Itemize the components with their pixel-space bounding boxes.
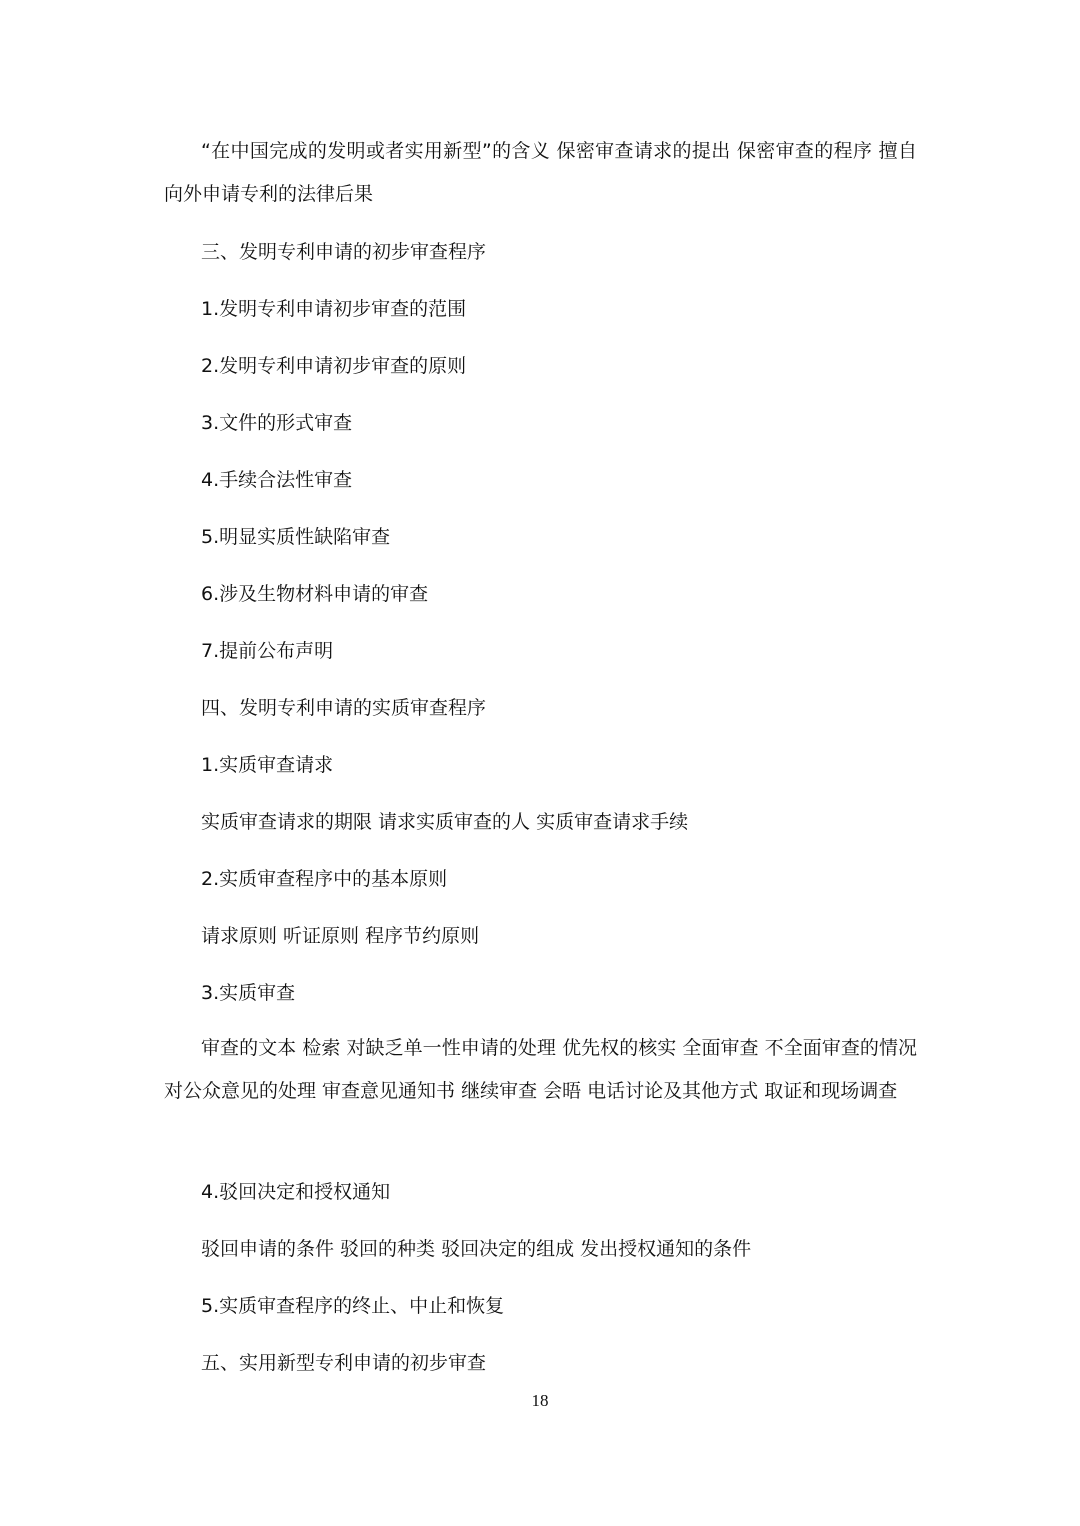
page-number: 18 bbox=[531, 1391, 549, 1410]
list-item-4-4: 4.驳回决定和授权通知 bbox=[201, 1181, 391, 1203]
list-item-4-1-text: 实质审查请求的期限 请求实质审查的人 实质审查请求手续 bbox=[201, 811, 689, 833]
list-item-3-1: 1.发明专利申请初步审查的范围 bbox=[201, 298, 467, 320]
section-heading-4: 四、发明专利申请的实质审查程序 bbox=[201, 697, 487, 719]
list-item-3-3: 3.文件的形式审查 bbox=[201, 412, 353, 434]
list-item-4-2: 2.实质审查程序中的基本原则 bbox=[201, 868, 448, 890]
section-heading-5: 五、实用新型专利申请的初步审查 bbox=[201, 1352, 487, 1374]
list-item-3-6: 6.涉及生物材料申请的审查 bbox=[201, 583, 429, 605]
list-item-3-5: 5.明显实质性缺陷审查 bbox=[201, 526, 391, 548]
list-item-4-5: 5.实质审查程序的终止、中止和恢复 bbox=[201, 1295, 505, 1317]
list-item-4-1: 1.实质审查请求 bbox=[201, 754, 334, 776]
list-item-4-3: 3.实质审查 bbox=[201, 982, 296, 1004]
section-heading-3: 三、发明专利申请的初步审查程序 bbox=[201, 241, 487, 263]
list-item-4-2-text: 请求原则 听证原则 程序节约原则 bbox=[201, 925, 480, 947]
list-item-4-3-paragraph: 审查的文本 检索 对缺乏单一性申请的处理 优先权的核实 全面审查 不全面审查的情况 对公众意见的处理 审查意见通知书 继续审查 会晤 电话讨论及其他方式 取证和现场调查 bbox=[164, 1037, 917, 1102]
list-item-4-4-text: 驳回申请的条件 驳回的种类 驳回决定的组成 发出授权通知的条件 bbox=[201, 1238, 752, 1260]
intro-paragraph: “在中国完成的发明或者实用新型”的含义 保密审查请求的提出 保密审查的程序 擅自向外申请专利的法律后果 bbox=[164, 140, 917, 205]
list-item-3-2: 2.发明专利申请初步审查的原则 bbox=[201, 355, 467, 377]
list-item-3-7: 7.提前公布声明 bbox=[201, 640, 334, 662]
list-item-3-4: 4.手续合法性审查 bbox=[201, 469, 353, 491]
